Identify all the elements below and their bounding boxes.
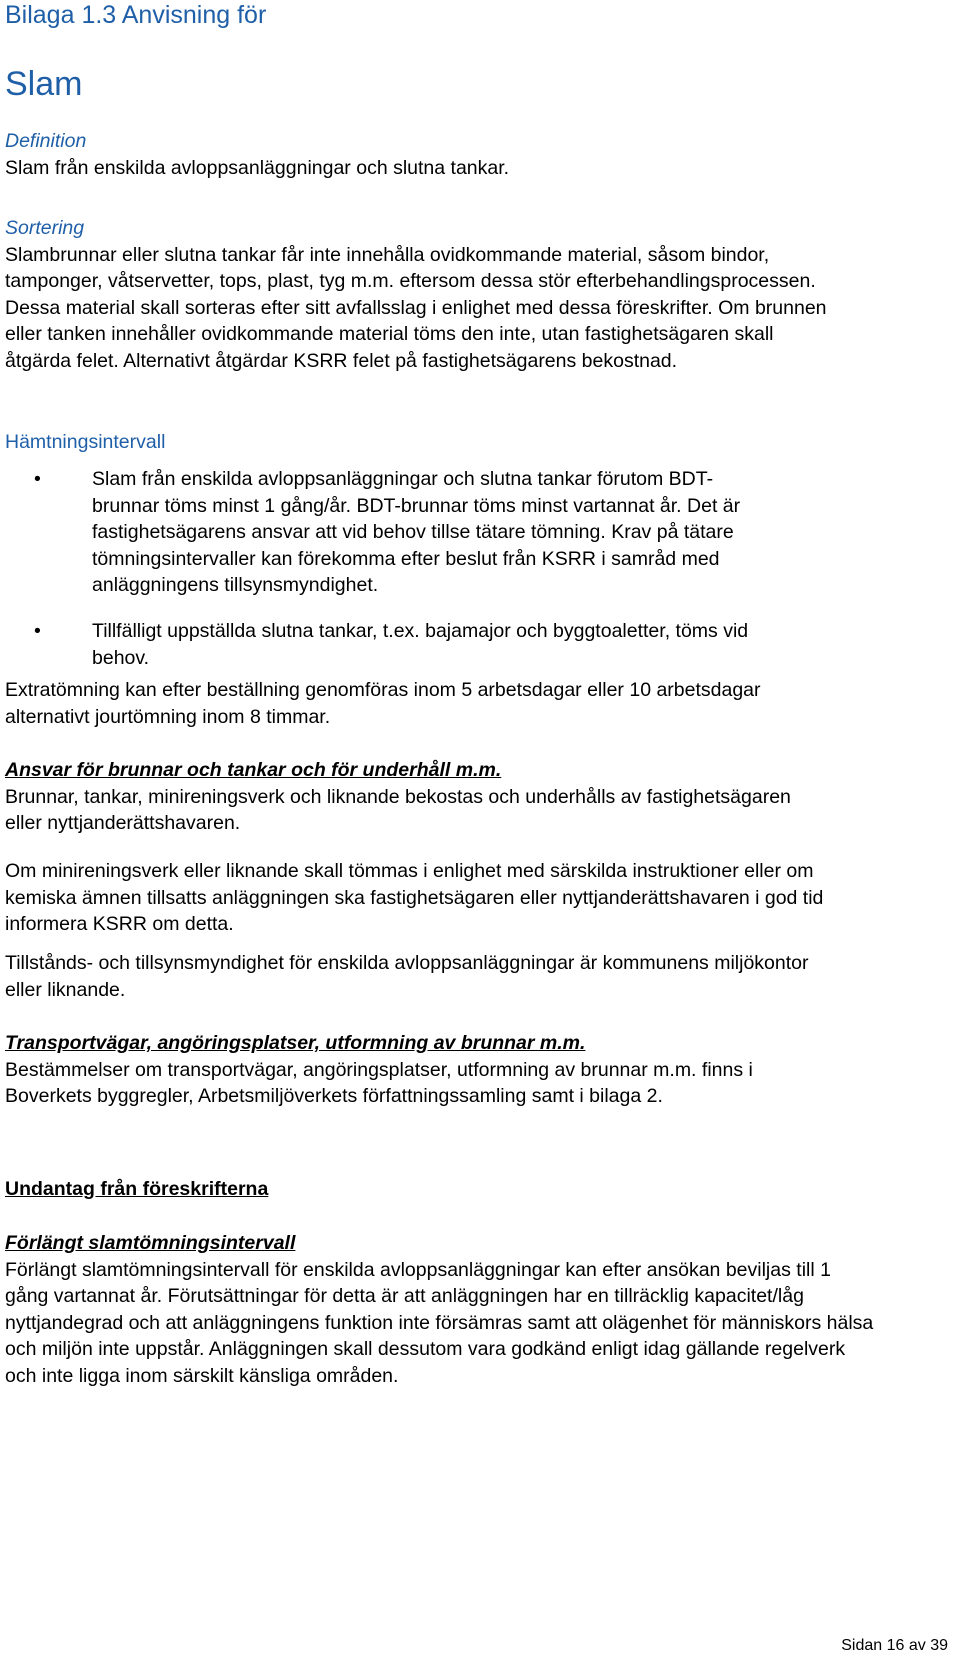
responsibility-section	[5, 757, 805, 837]
page-number: Sidan 16 av 39	[841, 1637, 948, 1654]
exceptions-heading: Undantag från föreskrifterna	[5, 1178, 269, 1200]
definition-heading: Definition	[5, 130, 87, 152]
exceptions-heading-wrap	[5, 1176, 935, 1203]
sorting-section	[5, 215, 835, 375]
responsibility-paragraph: Om minireningsverk eller liknande skall tömmas i enlighet med särskilda instruktioner eller om kemiska ämnen tillsatts anläggningen ska fastighetsägaren eller nyttjanderättshavaren i god tid informera KSRR om detta.	[5, 860, 824, 936]
extended-interval-text: Förlängt slamtömningsintervall för enskilda avloppsanläggningar kan efter ansökan beviljas till 1 gång vartannat år. Förutsättningar för detta är att anläggningen har en tillräcklig kapacitet/låg nyttjandegrad och att anläggningens funktion inte försämras samt att olägenhet för människors hälsa och miljön inte uppstår. Anläggningen skall dessutom vara godkänd enligt idag gällande regelverk och inte ligga inom särskilt känsliga områden.	[5, 1258, 874, 1387]
bullet-icon: •	[34, 468, 41, 490]
extra-emptying-text: Extratömning kan efter beställning genomföras inom 5 arbetsdagar eller 10 arbetsdagar alternativt jourtömning inom 8 timmar.	[5, 679, 761, 728]
definition-section	[5, 128, 935, 181]
annex-title: Bilaga 1.3 Anvisning för	[5, 1, 267, 29]
sorting-heading: Sortering	[5, 217, 85, 239]
subject-title: Slam	[5, 65, 83, 103]
interval-heading: Hämtningsintervall	[5, 431, 166, 453]
responsibility-heading: Ansvar för brunnar och tankar och för underhåll m.m.	[5, 759, 502, 781]
interval-bullet-text: Slam från enskilda avloppsanläggningar och slutna tankar förutom BDT-brunnar töms minst 1 gång/år. BDT-brunnar töms minst vartannat år. Det är fastighetsägarens ansvar att vid behov tillse tätare tömning. Krav på tätare tömningsintervaller kan förekomma efter beslut från KSRR i samråd med anläggningens tillsynsmyndighet.	[92, 468, 741, 597]
interval-bullet-list	[5, 466, 775, 671]
definition-text: Slam från enskilda avloppsanläggningar och slutna tankar.	[5, 156, 510, 179]
bullet-icon: •	[34, 619, 41, 642]
transport-section	[5, 1030, 795, 1110]
extended-interval-section	[5, 1230, 875, 1390]
responsibility-paragraph: Brunnar, tankar, minireningsverk och liknande bekostas och underhålls av fastighetsägaren eller nyttjanderättshavaren.	[5, 785, 791, 835]
responsibility-paragraph: Tillstånds- och tillsynsmyndighet för enskilda avloppsanläggningar är kommunens miljökontor eller liknande.	[5, 952, 809, 1001]
sorting-text: Slambrunnar eller slutna tankar får inte innehålla ovidkommande material, såsom bindor, tamponger, våtservetter, tops, plast, tyg m.m. eftersom dessa stör efterbehandlingsprocessen. Dessa material skall sorteras efter sitt avfallsslag i enlighet med dessa föreskrifter. Om brunnen eller tanken innehåller ovidkommande material töms den inte, utan fastighetsägaren skall åtgärda felet. Alternativt åtgärdar KSRR felet på fastighetsägarens bekostnad.	[5, 243, 827, 372]
transport-heading: Transportvägar, angöringsplatser, utformning av brunnar m.m.	[5, 1032, 586, 1054]
interval-bullet-2	[5, 618, 775, 671]
interval-heading-wrap	[5, 429, 935, 456]
interval-bullet-text: Tillfälligt uppställda slutna tankar, t.ex. bajamajor och byggtoaletter, töms vid behov.	[92, 619, 749, 669]
transport-text: Bestämmelser om transportvägar, angöringsplatser, utformning av brunnar m.m. finns i Boverkets byggregler, Arbetsmiljöverkets författningssamling samt i bilaga 2.	[5, 1058, 753, 1108]
extended-interval-heading: Förlängt slamtömningsintervall	[5, 1232, 296, 1254]
interval-bullet-1	[5, 466, 775, 599]
